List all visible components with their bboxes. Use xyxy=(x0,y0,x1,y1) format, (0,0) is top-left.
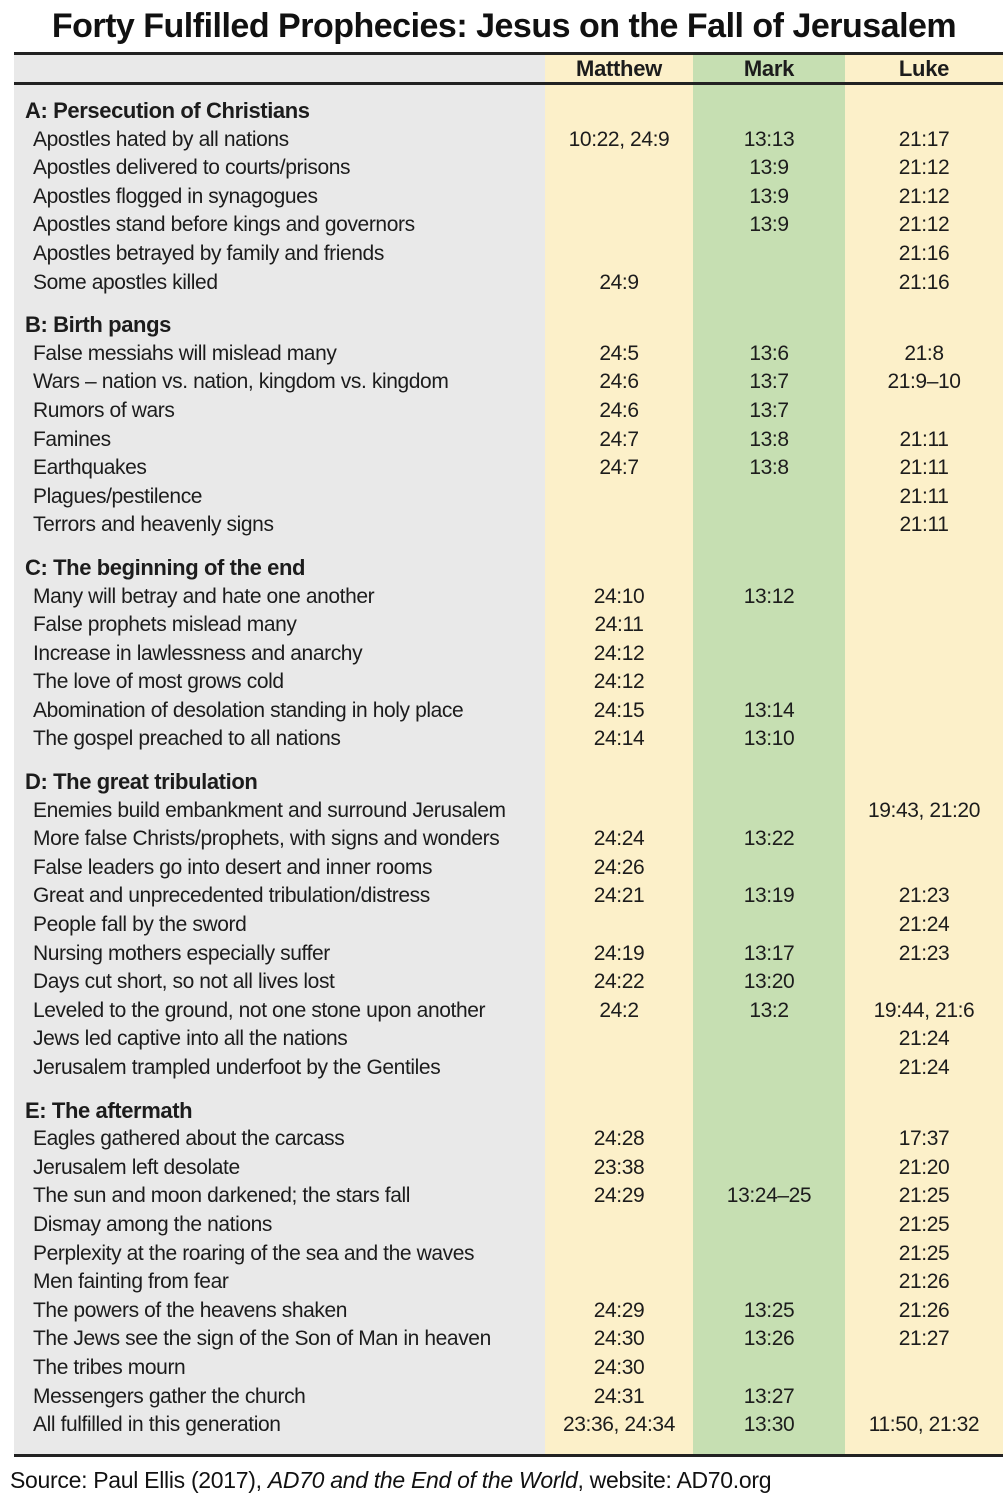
prophecy-cell: Jerusalem left desolate xyxy=(33,1155,240,1179)
prophecy-cell: The Jews see the sign of the Son of Man in heaven xyxy=(33,1327,491,1351)
mark-ref-cell: 13:19 xyxy=(743,884,795,908)
matthew-ref-cell xyxy=(545,154,693,183)
prophecy-cell: The tribes mourn xyxy=(33,1355,186,1379)
mark-ref-cell: 13:26 xyxy=(743,1327,795,1351)
luke-ref-cell xyxy=(845,583,1003,612)
matthew-ref-cell xyxy=(545,911,693,940)
table-row xyxy=(14,797,1003,826)
mark-ref-cell xyxy=(693,1268,845,1297)
prophecy-cell: Abomination of desolation standing in holy place xyxy=(33,698,464,722)
luke-ref-cell xyxy=(845,397,1003,426)
prophecy-cell: Jews led captive into all the nations xyxy=(33,1027,348,1051)
prophecy-cell: Rumors of wars xyxy=(33,398,175,422)
mark-ref-cell xyxy=(693,911,845,940)
table-body xyxy=(14,85,1003,1454)
matthew-ref-cell: 24:11 xyxy=(594,613,644,637)
matthew-ref-cell: 24:9 xyxy=(599,270,639,294)
prophecy-cell: People fall by the sword xyxy=(33,913,247,937)
mark-ref-cell xyxy=(693,1125,845,1154)
prophecy-cell: Men fainting from fear xyxy=(33,1270,229,1294)
luke-ref-cell: 21:11 xyxy=(899,456,949,480)
table-row xyxy=(14,1268,1003,1297)
prophecy-cell: Famines xyxy=(33,427,111,451)
prophecy-cell: Increase in lawlessness and anarchy xyxy=(33,641,363,665)
prophecy-cell: The gospel preached to all nations xyxy=(33,727,341,751)
prophecy-cell: The sun and moon darkened; the stars fall xyxy=(33,1184,411,1208)
mark-ref-cell xyxy=(693,1025,845,1054)
prophecy-cell: Jerusalem trampled underfoot by the Gentiles xyxy=(33,1056,441,1079)
table-row xyxy=(14,940,1003,969)
table-row xyxy=(14,126,1003,155)
mark-ref-cell xyxy=(693,1240,845,1269)
luke-ref-cell: 21:24 xyxy=(898,913,950,937)
column-header-mark: Mark xyxy=(743,55,795,81)
luke-ref-cell: 21:25 xyxy=(898,1184,950,1208)
matthew-ref-cell xyxy=(545,211,693,240)
mark-ref-cell xyxy=(693,668,845,697)
prophecy-cell: Eagles gathered about the carcass xyxy=(33,1127,345,1151)
matthew-ref-cell: 24:2 xyxy=(599,998,639,1022)
matthew-ref-cell xyxy=(545,511,693,540)
table-row xyxy=(14,968,1003,997)
mark-ref-cell: 13:14 xyxy=(743,698,795,722)
luke-ref-cell: 21:25 xyxy=(898,1212,950,1236)
prophecy-cell: All fulfilled in this generation xyxy=(33,1413,281,1437)
prophecy-cell: Apostles flogged in synagogues xyxy=(33,184,318,208)
table-row xyxy=(14,611,1003,640)
mark-ref-cell xyxy=(693,1154,845,1183)
prophecy-cell: False prophets mislead many xyxy=(33,613,297,637)
luke-ref-cell: 21:26 xyxy=(898,1270,950,1294)
luke-ref-cell: 21:11 xyxy=(899,484,949,508)
table-row xyxy=(14,1325,1003,1354)
luke-ref-cell: 21:23 xyxy=(898,941,950,965)
table-section xyxy=(14,554,1003,754)
luke-ref-cell: 21:11 xyxy=(899,513,949,537)
matthew-ref-cell: 24:30 xyxy=(593,1327,645,1351)
table-row xyxy=(14,1297,1003,1326)
luke-ref-cell: 21:26 xyxy=(898,1298,950,1322)
prophecy-cell: False leaders go into desert and inner rooms xyxy=(33,855,433,879)
luke-ref-cell xyxy=(845,611,1003,640)
matthew-ref-cell: 24:10 xyxy=(593,584,645,608)
matthew-ref-cell: 24:15 xyxy=(593,698,645,722)
table-row xyxy=(14,1025,1003,1054)
matthew-ref-cell: 24:21 xyxy=(593,884,645,908)
luke-ref-cell xyxy=(845,697,1003,726)
luke-ref-cell: 21:24 xyxy=(898,1056,950,1079)
mark-ref-cell: 13:25 xyxy=(743,1298,795,1322)
matthew-ref-cell: 24:5 xyxy=(599,341,639,365)
luke-ref-cell: 21:12 xyxy=(898,213,950,237)
mark-ref-cell: 13:6 xyxy=(749,341,789,365)
luke-ref-cell: 21:20 xyxy=(898,1155,950,1179)
luke-ref-cell: 21:17 xyxy=(898,127,950,151)
table-row xyxy=(14,1383,1003,1412)
luke-ref-cell xyxy=(845,968,1003,997)
prophecy-cell: Apostles delivered to courts/prisons xyxy=(33,156,351,180)
section-header: A: Persecution of Christians xyxy=(25,98,310,123)
mark-ref-cell: 13:12 xyxy=(743,584,795,608)
matthew-ref-cell: 24:31 xyxy=(593,1384,645,1408)
mark-ref-cell xyxy=(693,854,845,883)
table-row xyxy=(14,854,1003,883)
table-row xyxy=(14,1240,1003,1269)
mark-ref-cell xyxy=(693,1211,845,1240)
luke-ref-cell: 19:43, 21:20 xyxy=(868,798,980,822)
table-row xyxy=(14,1182,1003,1211)
matthew-ref-cell: 24:7 xyxy=(599,427,639,451)
matthew-ref-cell: 24:6 xyxy=(599,370,639,394)
prophecy-cell: Some apostles killed xyxy=(33,270,218,294)
table-row xyxy=(14,454,1003,483)
source-note xyxy=(10,1467,1008,1494)
table-row xyxy=(14,269,1003,298)
luke-ref-cell: 19:44, 21:6 xyxy=(873,998,975,1022)
luke-ref-cell xyxy=(845,854,1003,883)
table-row xyxy=(14,911,1003,940)
luke-ref-cell xyxy=(845,1383,1003,1412)
luke-ref-cell: 21:16 xyxy=(898,241,950,265)
table-row xyxy=(14,1354,1003,1383)
prophecy-cell: The love of most grows cold xyxy=(33,670,284,694)
table-row xyxy=(14,211,1003,240)
mark-ref-cell: 13:7 xyxy=(749,370,789,394)
luke-ref-cell xyxy=(845,825,1003,854)
matthew-ref-cell: 24:12 xyxy=(593,670,645,694)
section-header: B: Birth pangs xyxy=(25,312,171,338)
mark-ref-cell: 13:8 xyxy=(749,456,789,480)
table-row xyxy=(14,1054,1003,1083)
mark-ref-cell xyxy=(693,640,845,669)
mark-ref-cell: 13:13 xyxy=(743,127,795,151)
matthew-ref-cell: 24:28 xyxy=(593,1127,645,1151)
page-title: Forty Fulfilled Prophecies: Jesus on the Fall of Jerusalem xyxy=(51,7,957,45)
prophecy-cell: Messengers gather the church xyxy=(33,1384,306,1408)
luke-ref-cell: 21:16 xyxy=(898,270,950,294)
mark-ref-cell xyxy=(693,511,845,540)
prophecy-cell: Apostles stand before kings and governors xyxy=(33,213,415,237)
prophecy-cell: More false Christs/prophets, with signs and wonders xyxy=(33,827,500,851)
mark-ref-cell: 13:8 xyxy=(749,427,789,451)
table-header-row xyxy=(14,55,1003,85)
prophecy-cell: Wars – nation vs. nation, kingdom vs. kingdom xyxy=(33,370,449,394)
table-row xyxy=(14,725,1003,754)
mark-ref-cell: 13:22 xyxy=(743,827,795,851)
prophecy-cell: The powers of the heavens shaken xyxy=(33,1298,348,1322)
mark-ref-cell: 13:17 xyxy=(743,941,795,965)
matthew-ref-cell: 24:29 xyxy=(593,1298,645,1322)
matthew-ref-cell: 24:12 xyxy=(593,641,645,665)
source-note-prefix: Source: Paul Ellis (2017), xyxy=(10,1466,268,1493)
prophecy-cell: False messiahs will mislead many xyxy=(33,341,337,365)
luke-ref-cell: 21:25 xyxy=(898,1241,950,1265)
luke-ref-cell xyxy=(845,668,1003,697)
matthew-ref-cell xyxy=(545,1211,693,1240)
table-row xyxy=(14,668,1003,697)
luke-ref-cell: 21:12 xyxy=(898,156,950,180)
prophecy-cell: Nursing mothers especially suffer xyxy=(33,941,330,965)
mark-ref-cell xyxy=(693,1054,845,1083)
table-row xyxy=(14,483,1003,512)
luke-ref-cell: 17:37 xyxy=(898,1127,950,1151)
prophecy-cell: Days cut short, so not all lives lost xyxy=(33,970,335,994)
source-note-book-title: AD70 and the End of the World xyxy=(267,1466,578,1493)
table-row xyxy=(14,1411,1003,1440)
matthew-ref-cell: 24:6 xyxy=(599,398,639,422)
matthew-ref-cell: 24:26 xyxy=(593,855,645,879)
table-row xyxy=(14,882,1003,911)
table-row xyxy=(14,397,1003,426)
luke-ref-cell: 21:8 xyxy=(904,341,944,365)
prophecy-table xyxy=(14,52,1003,1457)
matthew-ref-cell xyxy=(545,797,693,826)
table-row xyxy=(14,825,1003,854)
prophecy-cell: Earthquakes xyxy=(33,456,147,480)
matthew-ref-cell xyxy=(545,1025,693,1054)
prophecy-cell: Dismay among the nations xyxy=(33,1212,273,1236)
table-row xyxy=(14,340,1003,369)
luke-ref-cell: 21:12 xyxy=(898,184,950,208)
mark-ref-cell: 13:2 xyxy=(749,998,789,1022)
prophecy-cell: Terrors and heavenly signs xyxy=(33,513,274,537)
prophecy-cell: Plagues/pestilence xyxy=(33,484,203,508)
matthew-ref-cell xyxy=(545,240,693,269)
table-row xyxy=(14,511,1003,540)
prophecy-cell: Leveled to the ground, not one stone upon another xyxy=(33,998,486,1022)
table-row xyxy=(14,1211,1003,1240)
table-row xyxy=(14,1125,1003,1154)
table-row xyxy=(14,640,1003,669)
table-row xyxy=(14,154,1003,183)
matthew-ref-cell: 23:38 xyxy=(593,1155,645,1179)
table-row xyxy=(14,1154,1003,1183)
luke-ref-cell: 21:9–10 xyxy=(887,370,961,394)
table-row xyxy=(14,697,1003,726)
table-row xyxy=(14,583,1003,612)
prophecy-cell: Enemies build embankment and surround Jerusalem xyxy=(33,798,506,822)
matthew-ref-cell: 10:22, 24:9 xyxy=(568,127,670,151)
matthew-ref-cell: 24:7 xyxy=(599,456,639,480)
mark-ref-cell xyxy=(693,240,845,269)
prophecy-cell: Perplexity at the roaring of the sea and the waves xyxy=(33,1241,475,1265)
luke-ref-cell xyxy=(845,1354,1003,1383)
mark-ref-cell: 13:27 xyxy=(743,1384,795,1408)
mark-ref-cell xyxy=(693,797,845,826)
matthew-ref-cell: 24:22 xyxy=(593,970,645,994)
table-section xyxy=(14,97,1003,297)
matthew-ref-cell: 24:29 xyxy=(593,1184,645,1208)
section-header: E: The aftermath xyxy=(25,1097,193,1123)
luke-ref-cell: 21:27 xyxy=(898,1327,950,1351)
table-row xyxy=(14,368,1003,397)
luke-ref-cell: 21:24 xyxy=(898,1027,950,1051)
mark-ref-cell xyxy=(693,1354,845,1383)
column-header-luke: Luke xyxy=(898,55,950,81)
mark-ref-cell: 13:20 xyxy=(743,970,795,994)
table-row xyxy=(14,997,1003,1026)
source-note-suffix: , website: AD70.org xyxy=(577,1466,772,1493)
table-section xyxy=(14,768,1003,1083)
matthew-ref-cell: 24:19 xyxy=(593,941,645,965)
mark-ref-cell: 13:7 xyxy=(749,398,789,422)
table-section xyxy=(14,1097,1003,1440)
luke-ref-cell xyxy=(845,725,1003,754)
matthew-ref-cell xyxy=(545,1240,693,1269)
mark-ref-cell: 13:9 xyxy=(749,156,789,180)
matthew-ref-cell: 23:36, 24:34 xyxy=(563,1413,675,1437)
matthew-ref-cell xyxy=(545,183,693,212)
table-row xyxy=(14,183,1003,212)
table-row xyxy=(14,240,1003,269)
mark-ref-cell: 13:30 xyxy=(743,1413,795,1437)
matthew-ref-cell xyxy=(545,1268,693,1297)
table-row xyxy=(14,426,1003,455)
mark-ref-cell xyxy=(693,483,845,512)
mark-ref-cell: 13:10 xyxy=(743,727,795,751)
column-header-matthew: Matthew xyxy=(576,55,662,81)
luke-ref-cell xyxy=(845,640,1003,669)
prophecy-cell: Apostles hated by all nations xyxy=(33,127,289,151)
mark-ref-cell xyxy=(693,269,845,298)
mark-ref-cell xyxy=(693,611,845,640)
mark-ref-cell: 13:24–25 xyxy=(726,1184,812,1208)
matthew-ref-cell xyxy=(545,483,693,512)
mark-ref-cell: 13:9 xyxy=(749,213,789,237)
matthew-ref-cell: 24:24 xyxy=(593,827,645,851)
prophecy-cell: Many will betray and hate one another xyxy=(33,584,375,608)
prophecy-cell: Great and unprecedented tribulation/distress xyxy=(33,884,430,908)
luke-ref-cell: 11:50, 21:32 xyxy=(868,1413,980,1437)
table-section xyxy=(14,311,1003,540)
luke-ref-cell: 21:23 xyxy=(898,884,950,908)
prophecy-cell: Apostles betrayed by family and friends xyxy=(33,241,384,265)
section-header: C: The beginning of the end xyxy=(25,554,306,580)
matthew-ref-cell xyxy=(545,1054,693,1083)
luke-ref-cell: 21:11 xyxy=(899,427,949,451)
matthew-ref-cell: 24:30 xyxy=(593,1355,645,1379)
mark-ref-cell: 13:9 xyxy=(749,184,789,208)
section-header: D: The great tribulation xyxy=(25,769,258,795)
matthew-ref-cell: 24:14 xyxy=(593,727,645,751)
